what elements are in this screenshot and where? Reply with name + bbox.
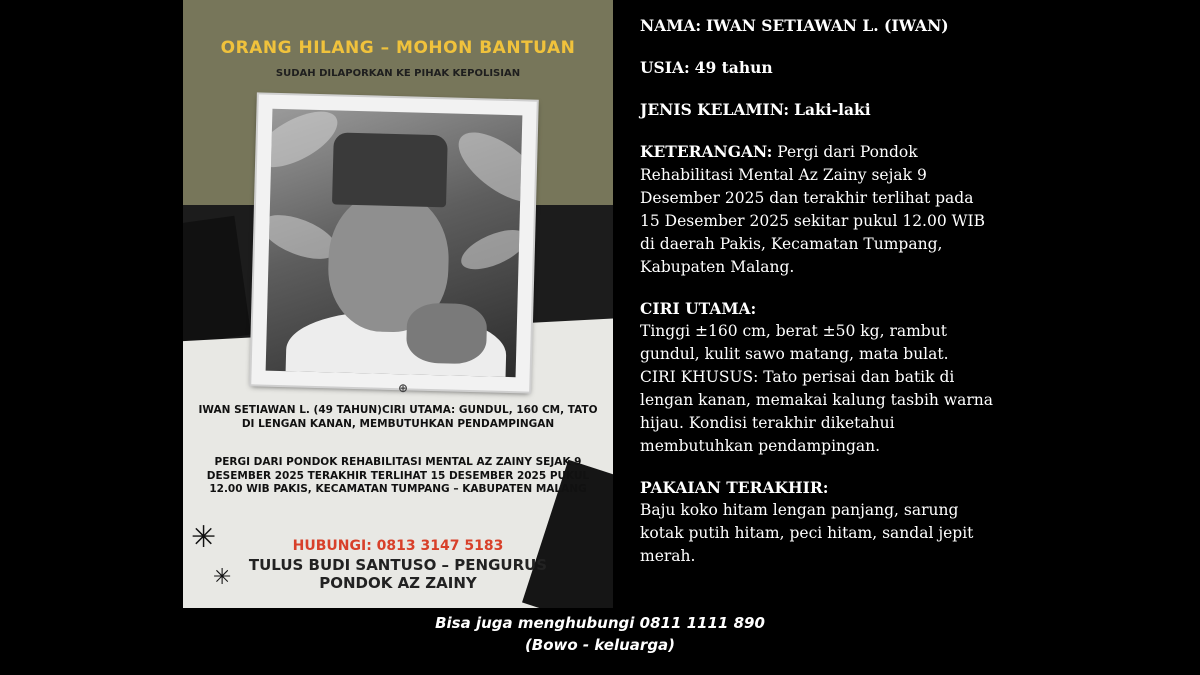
footer-line-2: (Bowo - keluarga) xyxy=(524,636,676,654)
keterangan-label: KETERANGAN: xyxy=(640,142,773,161)
nama-label: NAMA: xyxy=(640,16,702,35)
pakaian-label: PAKAIAN TERAKHIR: xyxy=(640,478,829,497)
details-panel xyxy=(640,14,1185,568)
detail-keterangan xyxy=(640,140,990,279)
star-doodle-icon: ✳ xyxy=(191,520,217,555)
usia-label: USIA: xyxy=(640,58,690,77)
poster-summary-1: IWAN SETIAWAN L. (49 TAHUN)CIRI UTAMA: GUNDUL, 160 CM, TATO DI LENGAN KANAN, MEMBUTUHKAN PENDAMPINGAN xyxy=(198,404,598,430)
poster-contact-name xyxy=(183,556,613,592)
detail-pakaian xyxy=(640,476,990,568)
jk-label: JENIS KELAMIN: xyxy=(640,100,790,119)
footer-contact xyxy=(400,612,800,656)
photo-frame xyxy=(251,94,536,391)
poster-summary-2: PERGI DARI PONDOK REHABILITASI MENTAL AZ ZAINY SEJAK 9 DESEMBER 2025 TERAKHIR TERLIHAT 15 DESEMBER 2025 PUKUL 12.00 WIB PAKIS, KECAMATAN TUMPANG – KABUPATEN MALANG xyxy=(206,456,590,495)
missing-person-photo xyxy=(266,109,523,377)
detail-usia xyxy=(640,56,1185,80)
ciri-khusus: CIRI KHUSUS: Tato perisai dan batik di lengan kanan, memakai kalung tasbih warna hijau. Kondisi terakhir diketahui membutuhkan pendampingan. xyxy=(640,368,993,455)
keterangan-value: Pergi dari Pondok Rehabilitasi Mental Az Zainy sejak 9 Desember 2025 dan terakhir terlihat pada 15 Desember 2025 sekitar pukul 12.00 WIB di daerah Pakis, Kecamatan Tumpang, Kabupaten Malang. xyxy=(640,143,986,276)
missing-person-poster xyxy=(183,0,613,608)
footer-line-1: Bisa juga menghubungi 0811 1111 890 xyxy=(435,614,765,632)
ciri-label: CIRI UTAMA: xyxy=(640,299,757,318)
poster-contact-phone: HUBUNGI: 0813 3147 5183 xyxy=(292,538,504,554)
contact-name-line-2: PONDOK AZ ZAINY xyxy=(319,574,477,592)
contact-name-line-1: TULUS BUDI SANTUSO – PENGURUS xyxy=(248,556,548,574)
detail-ciri xyxy=(640,297,1010,458)
ciri-value: Tinggi ±160 cm, berat ±50 kg, rambut gundul, kulit sawo matang, mata bulat. xyxy=(640,322,949,363)
poster-title: ORANG HILANG – MOHON BANTUAN xyxy=(220,38,576,58)
detail-jenis-kelamin xyxy=(640,98,1185,122)
star-doodle-icon: ✳ xyxy=(213,565,232,590)
nama-value: IWAN SETIAWAN L. (IWAN) xyxy=(706,16,949,35)
crosshair-icon: ⊕ xyxy=(398,381,409,395)
jk-value: Laki-laki xyxy=(794,100,871,119)
detail-nama xyxy=(640,14,1185,38)
pakaian-value: Baju koko hitam lengan panjang, sarung kotak putih hitam, peci hitam, sandal jepit merah. xyxy=(640,501,974,565)
usia-value: 49 tahun xyxy=(694,58,773,77)
poster-subtitle: SUDAH DILAPORKAN KE PIHAK KEPOLISIAN xyxy=(275,68,521,79)
